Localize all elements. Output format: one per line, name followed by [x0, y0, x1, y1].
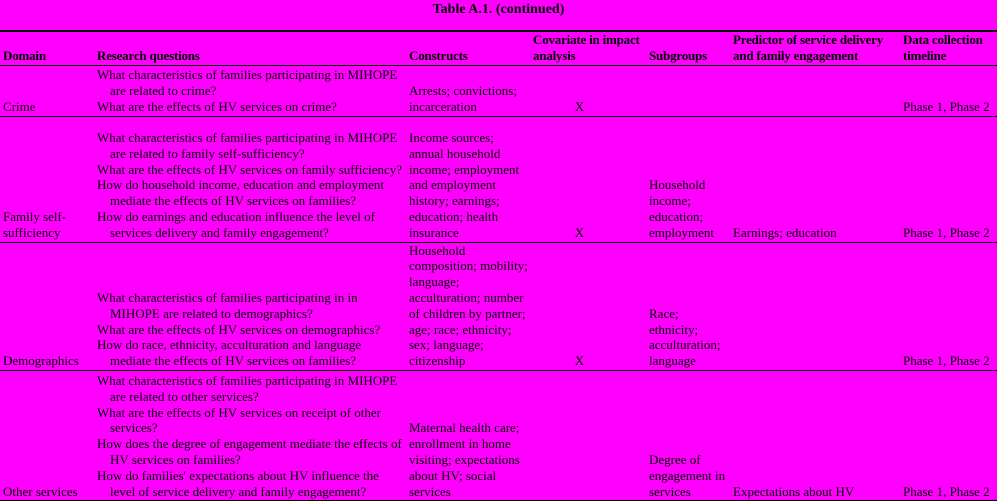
research-question: What are the effects of HV services on receipt of other services? [97, 404, 381, 436]
research-question: How do families' expectations about HV influence the level of service delivery and family engagement? [97, 467, 379, 499]
subgroups-cell: Household income; education; employment [649, 177, 714, 240]
column-header-constructs: Constructs [409, 47, 468, 63]
timeline-cell: Phase 1, Phase 2 [903, 98, 990, 114]
domain-cell: Other services [3, 483, 78, 499]
research-question: How do household income, education and employment mediate the effects of HV services on families? [97, 177, 385, 209]
covariate-cell [530, 370, 646, 501]
research-question: How do race, ethnicity, acculturation and language mediate the effects of HV services on families? [97, 337, 362, 369]
domain-cell: Crime [3, 98, 36, 114]
research-design-table [0, 30, 997, 501]
column-header-research-questions: Research questions [97, 47, 200, 63]
covariate-cell: X [574, 353, 585, 369]
research-question: What are the effects of HV services on crime? [97, 98, 337, 114]
header-row [0, 31, 997, 65]
research-question: What characteristics of families participating in MIHOPE are related to family self-sufficiency? [97, 130, 398, 161]
predictor-cell: Earnings; education [733, 224, 837, 240]
domain-cell: Family self-sufficiency [3, 209, 67, 240]
table-row-crime [0, 65, 997, 116]
table-title: Table A.1. (continued) [432, 2, 565, 17]
timeline-cell: Phase 1, Phase 2 [903, 224, 990, 240]
subgroups-cell: Degree of engagement in services [649, 452, 726, 499]
table-row-demographics [0, 242, 997, 370]
domain-cell: Demographics [3, 353, 79, 369]
research-questions-cell [94, 116, 406, 242]
timeline-cell: Phase 1, Phase 2 [903, 483, 990, 499]
constructs-cell: Maternal health care; enrollment in home visiting; expectations about HV; social services [409, 420, 520, 499]
research-question: What characteristics of families participating in in MIHOPE are related to demographics? [97, 289, 358, 321]
covariate-cell: X [574, 224, 585, 240]
table-row-family-self-sufficiency [0, 116, 997, 242]
column-header-subgroups: Subgroups [649, 47, 707, 63]
research-question: What characteristics of families participating in MIHOPE are related to other services? [97, 373, 398, 404]
predictor-cell: Expectations about HV [733, 483, 855, 499]
predictor-cell [730, 65, 900, 116]
research-questions-cell [94, 242, 406, 370]
constructs-cell: Household composition; mobility; language; acculturation; number of children by partner; age; race; ethnicity; sex; language; citizenship [409, 242, 528, 369]
subgroups-cell: Race; ethnicity; acculturation; language [649, 305, 721, 369]
timeline-cell: Phase 1, Phase 2 [903, 353, 990, 369]
constructs-cell: Income sources; annual household income; employment and employment history; earnings; education; health insurance [409, 130, 520, 240]
research-question: What are the effects of HV services on family sufficiency? [97, 161, 403, 177]
research-questions-cell [94, 370, 406, 501]
column-header-domain: Domain [3, 47, 46, 63]
column-header-predictor: Predictor of service delivery and family engagement [733, 32, 884, 63]
covariate-cell: X [574, 98, 585, 114]
subgroups-cell [646, 65, 730, 116]
research-questions-cell [94, 65, 406, 116]
research-question: What are the effects of HV services on demographics? [97, 321, 381, 337]
column-header-covariate: Covariate in impact analysis [533, 32, 640, 63]
predictor-cell [730, 242, 900, 370]
research-question: How do earnings and education influence the level of services delivery and family engagement? [97, 209, 375, 240]
column-header-timeline: Data collection timeline [903, 32, 983, 63]
table-row-other-services [0, 370, 997, 501]
research-question: What characteristics of families participating in MIHOPE are related to crime? [97, 67, 398, 98]
constructs-cell: Arrests; convictions; incarceration [409, 83, 517, 114]
research-question: How does the degree of engagement mediate the effects of HV services on families? [97, 436, 402, 468]
